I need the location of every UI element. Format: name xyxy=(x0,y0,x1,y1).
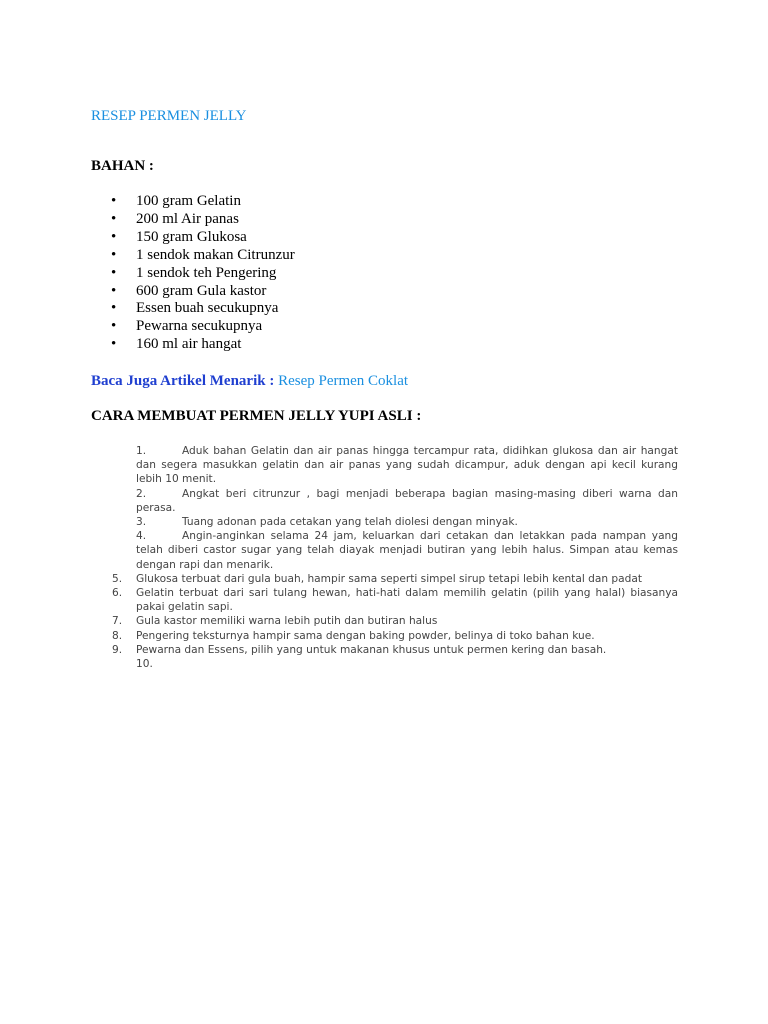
ingredient-text: 600 gram Gula kastor xyxy=(136,282,267,299)
bullet-icon: • xyxy=(111,264,117,281)
ingredient-text: Essen buah secukupnya xyxy=(136,300,279,317)
method-step xyxy=(108,629,678,643)
step-number: 8. xyxy=(112,629,123,642)
ingredient-text: 200 ml Air panas xyxy=(136,210,239,227)
method-steps-list xyxy=(108,444,678,671)
ingredient-text: 1 sendok makan Citrunzur xyxy=(136,246,295,263)
related-article-link[interactable]: Resep Permen Coklat xyxy=(278,373,409,389)
step-number: 3. xyxy=(136,516,147,529)
step-text: Angkat beri citrunzur , bagi menjadi beberapa bagian masing-masing diberi warna dan perasa. xyxy=(136,487,678,514)
bullet-icon: • xyxy=(111,282,117,299)
ingredient-item xyxy=(91,265,295,283)
ingredient-item xyxy=(91,300,295,318)
ingredient-text: Pewarna secukupnya xyxy=(136,318,263,335)
step-text: Gelatin terbuat dari sari tulang hewan, hati-hati dalam memilih gelatin (pilih yang halal) biasanya pakai gelatin sapi. xyxy=(136,587,678,614)
ingredient-item xyxy=(91,318,295,336)
ingredient-item xyxy=(91,336,295,354)
method-step xyxy=(108,515,678,529)
step-text: Aduk bahan Gelatin dan air panas hingga tercampur rata, didihkan glukosa dan air hangat dan segera masukkan gelatin dan air panas yang sudah dicampur, aduk dengan api kecil kurang lebih 10 menit. xyxy=(136,445,678,486)
step-number: 2. xyxy=(136,487,147,500)
recipe-title: RESEP PERMEN JELLY xyxy=(91,108,247,124)
method-step xyxy=(108,572,678,586)
bullet-icon: • xyxy=(111,246,117,263)
method-step xyxy=(108,643,678,657)
method-step xyxy=(108,586,678,614)
bullet-icon: • xyxy=(111,228,117,245)
method-step xyxy=(108,487,678,515)
ingredient-item xyxy=(91,247,295,265)
bullet-icon: • xyxy=(111,318,117,335)
method-heading: CARA MEMBUAT PERMEN JELLY YUPI ASLI : xyxy=(91,408,422,424)
ingredient-text: 100 gram Gelatin xyxy=(136,193,241,209)
method-step xyxy=(108,657,678,671)
ingredient-item xyxy=(91,283,295,301)
related-article-label: Baca Juga Artikel Menarik : xyxy=(91,373,275,389)
step-number: 9. xyxy=(112,643,123,656)
bullet-icon: • xyxy=(111,193,117,209)
ingredient-text: 160 ml air hangat xyxy=(136,336,242,353)
step-number: 10. xyxy=(136,658,153,671)
ingredient-text: 150 gram Glukosa xyxy=(136,228,247,245)
step-text: Pengering teksturnya hampir sama dengan baking powder, belinya di toko bahan kue. xyxy=(136,629,595,642)
step-number: 4. xyxy=(136,530,147,543)
step-number: 5. xyxy=(112,572,123,585)
step-text: Pewarna dan Essens, pilih yang untuk makanan khusus untuk permen kering dan basah. xyxy=(136,643,607,656)
step-number: 1. xyxy=(136,445,147,457)
ingredients-list xyxy=(91,193,295,354)
method-step xyxy=(108,444,678,487)
ingredients-heading: BAHAN : xyxy=(91,158,154,174)
step-number: 6. xyxy=(112,587,123,600)
ingredient-item xyxy=(91,211,295,229)
bullet-icon: • xyxy=(111,210,117,227)
ingredient-item xyxy=(91,193,295,211)
step-text: Glukosa terbuat dari gula buah, hampir sama seperti simpel sirup tetapi lebih kental dan padat xyxy=(136,572,643,585)
step-text: Angin-anginkan selama 24 jam, keluarkan dari cetakan dan letakkan pada nampan yang telah diberi castor sugar yang telah diayak menjadi butiran yang lebih halus. Simpan atau kemas dengan rapi dan menarik. xyxy=(136,530,678,571)
method-step xyxy=(108,614,678,628)
ingredient-text: 1 sendok teh Pengering xyxy=(136,264,277,281)
related-article-line xyxy=(91,372,408,390)
bullet-icon: • xyxy=(111,300,117,317)
step-number: 7. xyxy=(112,615,123,628)
step-text: Gula kastor memiliki warna lebih putih dan butiran halus xyxy=(136,615,438,628)
step-text: Tuang adonan pada cetakan yang telah diolesi dengan minyak. xyxy=(182,516,518,529)
bullet-icon: • xyxy=(111,336,117,353)
method-step xyxy=(108,529,678,572)
ingredient-item xyxy=(91,229,295,247)
